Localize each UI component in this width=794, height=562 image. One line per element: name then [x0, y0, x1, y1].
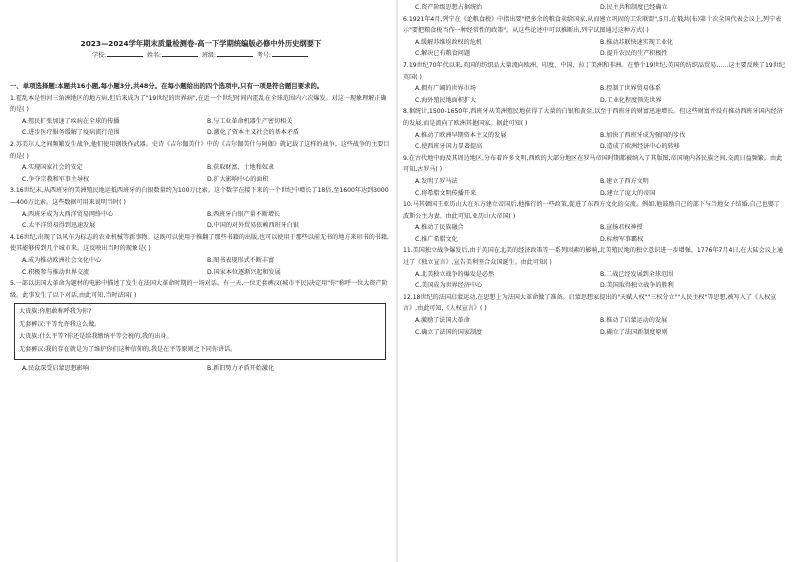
- question-stem: 11.美国独立战争爆发后,由于英国在北美的经济政策等一系列因素的影响,北美殖民地的独立意识进一步增强。1776年7月4日,在大陆会议上通过了《独立宣言》,宣告美利坚合众国诞生。由此可知( ): [403, 247, 784, 267]
- question-8: [403, 106, 785, 152]
- option-d[interactable]: D.确立了法国新制度原则: [600, 328, 668, 336]
- student-info-row: [10, 50, 392, 61]
- option-c[interactable]: C.争夺宗教和军事主导权: [22, 175, 90, 183]
- option-a[interactable]: A.西班牙成为大西洋贸易网络中心: [22, 210, 114, 218]
- option-a[interactable]: A.缓解苏维埃政权的危机: [415, 38, 482, 46]
- question-2: [10, 139, 392, 185]
- class-blank[interactable]: [217, 50, 253, 57]
- question-7: [403, 60, 785, 106]
- class-label: 班级:: [201, 52, 216, 59]
- option-a[interactable]: A.推动了民族融合: [415, 224, 464, 232]
- option-a[interactable]: A.发明了罗马法: [415, 177, 458, 185]
- question-stem: 10.马其顿国王亚历山大在东方建立帝国后,他推行的一些政策,促进了东西方文化的交流。例如,他鼓励自己的部下与当地女子结婚,自己也娶了波斯公主为妻。由此可知,亚历山大帝国( ): [403, 201, 780, 220]
- question-stem: 2.苏美尔人之间频繁发生战争,他们使用钢铁作武器。史诗《吉尔伽美什》中的《吉尔伽美什与阿伽》就记载了这样的战争。这些战争的主要目的是( ): [10, 140, 390, 160]
- option-d[interactable]: D.工业化程度领先世界: [600, 96, 662, 104]
- question-9: [403, 153, 785, 199]
- question-stem: 3.16世纪末,从西班牙的美洲殖民地运抵西班牙的白银数量约为100万比索。这个数字在接下来的一个世纪中增长了18倍,至1600年达到3000—400万比索。这些数据可用来说明当时( ): [10, 187, 389, 206]
- question-options: [10, 209, 392, 232]
- question-options: [403, 222, 785, 245]
- option-d[interactable]: D.美国取得独立战争的胜利: [600, 282, 674, 290]
- question-3: [10, 185, 392, 231]
- option-d[interactable]: D.标榜军事霸权: [600, 235, 644, 243]
- left-page: [0, 0, 396, 562]
- school-blank[interactable]: [107, 50, 143, 57]
- document-title: 2023—2024学年期末质量检测卷-高一下学期统编版必修中外历史纲要下: [80, 39, 322, 48]
- option-c[interactable]: C.确立了法国的国家制度: [415, 328, 483, 336]
- option-c[interactable]: C.积极参与推动世界交流: [22, 268, 90, 276]
- option-a[interactable]: A.实现国家社会的安定: [22, 164, 83, 172]
- question-options: [403, 315, 785, 338]
- option-a[interactable]: A.成为推动欧洲社会文化中心: [22, 256, 102, 264]
- question-options: [10, 116, 392, 139]
- question-options: [403, 37, 785, 60]
- school-label: 学校:: [92, 52, 107, 59]
- question-options: [403, 269, 785, 292]
- question-stem: 4.16世纪,出现了以风车为标志的农业机械等新事物。这既可以使用于推翻了那些书籍的出版,也可以使用于那些以前无书的地方来印书的书籍,使其能够传到几个城市来。这反映出当时的现象是( ): [10, 233, 389, 253]
- dialogue-line: 无套裤汉:我的存在就是为了维护你们这种信仰的,我是在平等原则之下同你讲话。: [19, 346, 237, 354]
- option-c[interactable]: C.美国成为世界经济中心: [415, 282, 483, 290]
- option-d[interactable]: D.建立了庞大的帝国: [600, 189, 656, 197]
- question-options: [10, 255, 392, 278]
- right-page: [398, 0, 794, 562]
- option-a[interactable]: A.激励了法国大革命: [415, 317, 470, 325]
- option-b[interactable]: B.控制了世界贸易体系: [600, 85, 661, 93]
- question-stem: 9.在古代地中海及其周边地区,分布着许多文明,西欧的大部分地区在罗马帝国时期都被纳入了其版图,帝国境内各民族之间,交流日益频繁。由此可知,古罗马( ): [403, 154, 783, 174]
- question-6: [403, 14, 785, 60]
- option-b[interactable]: B.西班牙白银产量不断增长: [207, 210, 281, 218]
- question-options: [403, 130, 785, 153]
- exam-no-label: 考号:: [256, 52, 271, 59]
- option-b[interactable]: B.推动了启蒙运动的发展: [600, 317, 668, 325]
- question-11: [403, 245, 785, 291]
- right-content: [403, 2, 785, 338]
- option-c[interactable]: C.进步医疗服务缓解了疫病流行范围: [22, 129, 120, 137]
- question-1: [10, 93, 392, 139]
- option-b[interactable]: B.与工业革命机器生产密切相关: [207, 117, 293, 125]
- option-b[interactable]: B.图书表现形式不断丰富: [207, 256, 275, 264]
- option-c[interactable]: C.推广希腊文化: [415, 235, 458, 243]
- dialogue-line: 大贵族:什么平等?你还是给我缴纳平等会税的,我的出身。: [19, 333, 173, 341]
- option-c[interactable]: C.将希腊文明传播开来: [415, 189, 477, 197]
- option-a[interactable]: A.推动了欧洲早期资本主义的发展: [415, 131, 507, 139]
- question-stem: 8.据统计,1500-1650年,西班牙从美洲殖民地获得了大量的白银和黄金,以至于西班牙的财富迅速增长。但这些财富并没有推动西班牙国内经济的发展,而是流向了欧洲其他国家。据此可知( ): [403, 108, 783, 127]
- option-c[interactable]: C.资产阶级思想占据统治: [415, 4, 483, 11]
- question-options: [10, 363, 392, 375]
- option-a[interactable]: A.民众深受启蒙思想影响: [22, 364, 89, 372]
- question-stem: 6.1921年4月,列宁在《论粮食税》中指出要"把多余的粮食卖给国家,从而建立巩固的工农联盟",5月,在俄共(布)第十次全国代表会议上,列宁表示"要把粮食税当作一种经常性的政策"。从这些论述中可以推断出,列宁试图通过这种方式( ): [403, 15, 782, 35]
- question-options: [10, 162, 392, 185]
- left-content: [10, 38, 392, 374]
- question-stem: 7.19世纪70年代以来,英国的纺织品大量流向欧洲、印度、中国、拉丁美洲和非洲。在整个19世纪,英国的纺织品贸易……这主要反映了19世纪英国( ): [403, 61, 785, 81]
- section-heading: 一、单项选择题:本题共16小题,每小题3分,共48分。在每小题给出的四个选项中,只有一项是符合题目要求的。: [10, 82, 324, 90]
- name-blank[interactable]: [162, 50, 198, 57]
- option-d[interactable]: D.中国的对外贸易依赖西班牙白银: [207, 222, 299, 230]
- option-b[interactable]: B.加快了西班牙成为强国的步伐: [600, 131, 686, 139]
- question-12: [403, 292, 785, 338]
- option-b[interactable]: B.新旧势力矛盾开始激化: [207, 364, 275, 372]
- option-b[interactable]: B.建立了西方文明: [600, 177, 649, 185]
- dialogue-line: 无套裤汉:平等允许我这么做。: [19, 320, 101, 328]
- option-c[interactable]: C.使西班牙国力显著提高: [415, 143, 483, 151]
- exam-no-blank[interactable]: [272, 50, 308, 57]
- question-options: [403, 176, 785, 199]
- option-a[interactable]: A.拥有广阔的世界市场: [415, 85, 476, 93]
- question-5-options-continued: [403, 2, 785, 14]
- option-d[interactable]: D.提升农民的生产积极性: [600, 50, 668, 58]
- option-c[interactable]: C.太平洋贸易得到迅速发展: [22, 222, 96, 230]
- question-options: [403, 83, 785, 106]
- dialogue-box: [14, 303, 386, 359]
- dialogue-line: 大贵族:你胆敢称呼我为你?: [19, 308, 92, 316]
- option-b[interactable]: B.二战已经发展到全球范围: [600, 270, 674, 278]
- question-4: [10, 232, 392, 278]
- option-d[interactable]: D.国家本位逐渐兴起和发展: [207, 268, 281, 276]
- option-b[interactable]: B.获取财富、土地和奴隶: [207, 164, 275, 172]
- option-d[interactable]: D.激化了资本主义社会的基本矛盾: [207, 129, 299, 137]
- option-d[interactable]: D.扩大影响中心的面积: [207, 175, 269, 183]
- question-stem: 5.一部以法国大革命为题材的电影中描述了发生在法国大革命时期的一场对话。有一天,一位无套裤汉(城市平民)决定用"你"称呼一位大资产阶级。此事发生了以下对话,由此可知,当时法国( ): [10, 280, 388, 299]
- question-stem: 1.霍乱本是恒河三角洲地区的地方病,但后来成为了"19世纪的世界病",在近一个世纪时间内霍乱在全球范围内六次爆发。对这一现象理解正确的是( ): [10, 94, 387, 114]
- question-10: [403, 199, 785, 245]
- name-label: 姓名:: [147, 52, 162, 59]
- option-c[interactable]: C.海外殖民地面积扩大: [415, 96, 477, 104]
- option-b[interactable]: B.宣扬君权神授: [600, 224, 643, 232]
- option-d[interactable]: D.造成了欧洲经济中心的转移: [600, 143, 680, 151]
- option-c[interactable]: C.解决已有粮食问题: [415, 50, 470, 58]
- question-5: [10, 278, 392, 374]
- option-b[interactable]: B.推动苏联快速实现工业化: [600, 38, 674, 46]
- option-a[interactable]: A.北美独立战争的爆发是必然: [415, 270, 495, 278]
- option-a[interactable]: A.殖民扩张加速了疾病在全球的传播: [22, 117, 120, 125]
- question-stem: 12.18世纪的法国启蒙运动,在思想上为法国大革命做了准备。启蒙思想家提出的"天赋人权""三权分立""人民主权"等思想,被写入了《人权宣言》,由此可知,《人权宣言》( ): [403, 293, 777, 313]
- option-d[interactable]: D.民主共和制度已经确立: [600, 4, 668, 11]
